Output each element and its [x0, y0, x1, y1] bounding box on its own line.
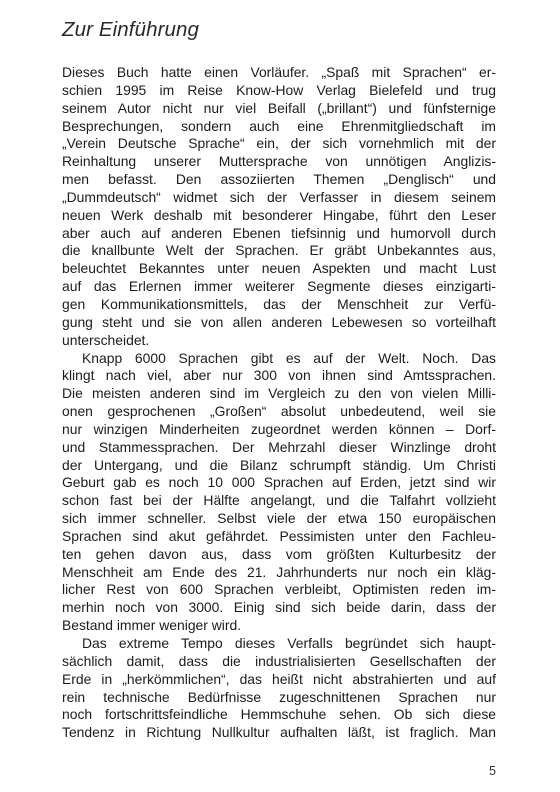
text-line: Menschheit am Ende des 21. Jahrhunderts nur noch ein kläg- — [62, 563, 496, 580]
text-line: Besprechungen, sondern auch eine Ehrenmitgliedschaft im — [62, 117, 496, 134]
chapter-heading: Zur Einführung — [62, 18, 200, 41]
text-line: onen gesprochenen „Großen“ absolut unbedeutend, weil sie — [62, 403, 496, 420]
text-line: schien 1995 im Reise Know-How Verlag Bielefeld und trug — [62, 81, 496, 98]
text-line: unterscheidet. — [62, 331, 150, 348]
text-line: sich immer schneller. Selbst viele der etwa 150 europäischen — [62, 510, 496, 527]
text-line: Erde in „herkömmlichen“, das heißt nicht abstrahierten und auf — [62, 670, 496, 687]
text-line: noch fortschrittsfeindliche Hemmschuhe sehen. Ob sich diese — [62, 706, 496, 723]
text-line: men befasst. Den assoziierten Themen „Denglisch“ und — [62, 171, 496, 188]
text-line: Das extreme Tempo dieses Verfalls begründet sich haupt- — [82, 635, 496, 651]
text-line: Reinhaltung unserer Muttersprache von unnötigen Anglizis- — [62, 153, 496, 170]
text-line: Sprachen sind akut gefährdet. Pessimisten unter den Fachleu- — [62, 527, 496, 544]
text-line: ten gehen davon aus, dass vom größten Kulturbesitz der — [62, 545, 496, 562]
paragraph — [62, 350, 496, 636]
body-text — [62, 64, 496, 742]
text-line: klingt nach viel, aber nur 300 von ihnen sind Amtssprachen. — [62, 367, 496, 384]
text-line: beleuchtet Bekanntes unter neuen Aspekten und macht Lust — [62, 260, 496, 277]
text-line: schon fast bei der Hälfte angelangt, und die Talfahrt vollzieht — [62, 492, 496, 509]
text-line: gen Kommunikationsmittels, das der Menschheit zur Verfü- — [62, 295, 496, 312]
paragraph — [62, 64, 496, 350]
text-line: aber auch auf anderen Ebenen tiefsinnig und humorvoll durch — [62, 224, 496, 241]
paragraph — [62, 635, 496, 742]
text-line: „Dummdeutsch“ widmet sich der Verfasser in diesem seinem — [62, 188, 496, 205]
text-line: rein technische Bedürfnisse zugeschnittenen Sprachen nur — [62, 688, 496, 705]
text-line: sächlich damit, dass die industrialisierten Gesellschaften der — [62, 652, 496, 669]
text-line: Geburt gab es noch 10 000 Sprachen auf Erden, jetzt sind wir — [62, 474, 496, 491]
text-line: Dieses Buch hatte einen Vorläufer. „Spaß mit Sprachen“ er- — [62, 64, 496, 80]
text-line: „Verein Deutsche Sprache“ ein, der sich vornehmlich mit der — [62, 135, 496, 152]
text-line: neuen Werk deshalb mit besonderer Hingabe, führt den Leser — [62, 206, 496, 223]
text-line: licher Rest von 600 Sprachen verbleibt, Optimisten reden im- — [62, 581, 496, 598]
text-line: Tendenz in Richtung Nullkultur aufhalten läßt, ist fraglich. Man — [62, 724, 496, 741]
text-line: Knapp 6000 Sprachen gibt es auf der Welt. Noch. Das — [82, 349, 496, 366]
text-line: nur winzigen Minderheiten zugeordnet werden können – Dorf- — [62, 420, 496, 437]
page-number: 5 — [489, 764, 496, 778]
text-line: die knallbunte Welt der Sprachen. Er gräbt Unbekanntes aus, — [62, 242, 496, 259]
text-line: Bestand immer weniger wird. — [62, 617, 242, 634]
text-line: gung steht und sie von allen anderen Lebewesen so vorteilhaft — [62, 313, 496, 330]
text-line: seinem Autor nicht nur viel Beifall („brillant“) und fünfsternige — [62, 99, 496, 116]
text-line: der Untergang, und die Bilanz schrumpft ständig. Um Christi — [62, 456, 496, 473]
text-line: Die meisten anderen sind im Vergleich zu den von vielen Milli- — [62, 385, 496, 402]
text-line: und Stammessprachen. Der Mehrzahl dieser Winzlinge droht — [62, 438, 496, 455]
text-line: merhin noch von 3000. Einig sind sich beide darin, dass der — [62, 599, 496, 616]
text-line: auf das Erlernen immer weiterer Segmente dieses einzigarti- — [62, 278, 496, 295]
